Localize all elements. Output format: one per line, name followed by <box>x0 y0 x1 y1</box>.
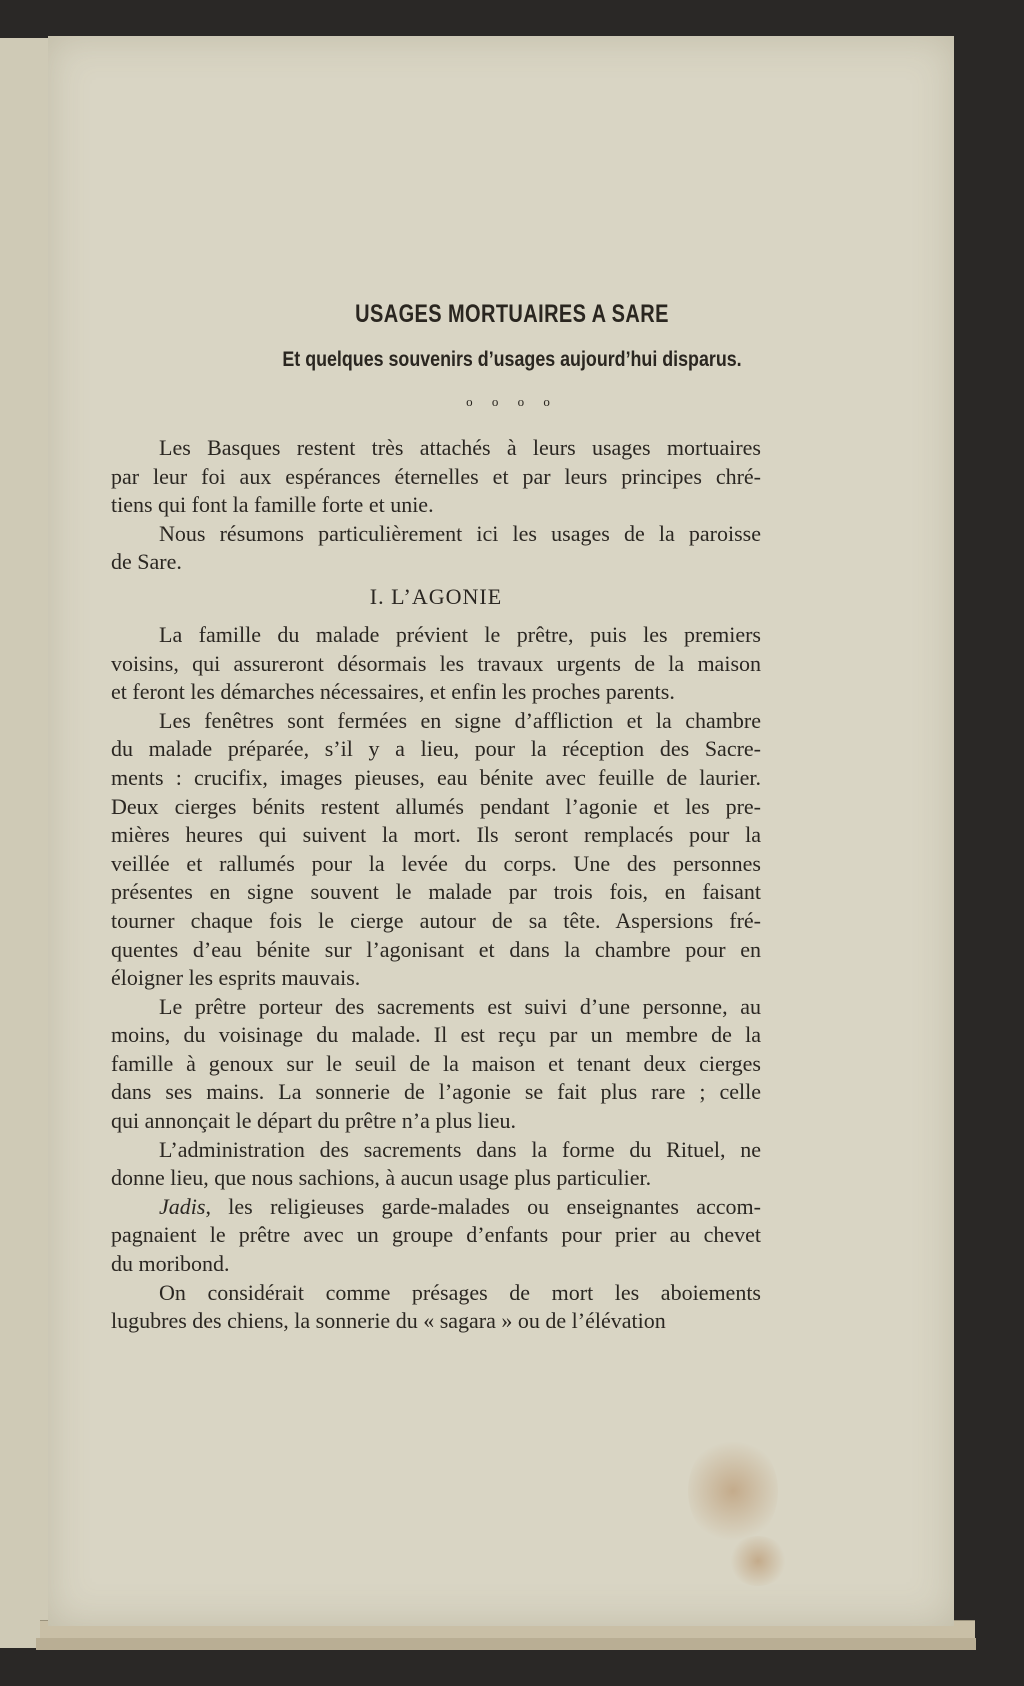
paragraph <box>111 1193 761 1279</box>
page-stack-edge-lower <box>36 1638 976 1650</box>
separator-ornament: o o o o <box>466 394 558 409</box>
facing-page-edge <box>0 38 50 1648</box>
text-line: mières heures qui suivent la mort. Ils seront remplacés pour la <box>111 822 761 848</box>
text-line: On considérait comme présages de mort les aboiements <box>159 1279 761 1305</box>
text-line: quentes d’eau bénite sur l’agonisant et dans la chambre pour en <box>111 936 761 962</box>
text-line: éloigner les esprits mauvais. <box>111 965 361 991</box>
text-line: ments : crucifix, images pieuses, eau bénite avec feuille de laurier. <box>111 764 761 790</box>
document-body <box>111 434 761 1336</box>
text-line: Nous résumons particulièrement ici les usages de la paroisse <box>159 520 761 546</box>
text-line: tourner chaque fois le cierge autour de sa tête. Aspersions fré- <box>111 907 761 933</box>
text-line: La famille du malade prévient le prêtre, puis les premiers <box>159 621 761 647</box>
paragraph <box>111 993 761 1136</box>
text-line: présentes en signe souvent le malade par trois fois, en faisant <box>111 879 761 905</box>
text-line: du moribond. <box>111 1251 230 1277</box>
document-title: USAGES MORTUAIRES A SARE <box>355 300 669 328</box>
text-line: tiens qui font la famille forte et unie. <box>111 492 434 518</box>
text-line: du malade préparée, s’il y a lieu, pour la réception des Sacre- <box>111 736 761 762</box>
section-body <box>111 621 761 1336</box>
paragraph <box>111 434 761 520</box>
text-line: par leur foi aux espérances éternelles et par leurs principes chré- <box>111 463 761 489</box>
document-subtitle: Et quelques souvenirs d’usages aujourd’hui disparus. <box>282 348 742 371</box>
text-line: Les fenêtres sont fermées en signe d’affliction et la chambre <box>159 707 761 733</box>
text-line: L’administration des sacrements dans la forme du Rituel, ne <box>159 1136 761 1162</box>
text-line: dans ses mains. La sonnerie de l’agonie se fait plus rare ; celle <box>111 1079 761 1105</box>
text-line: Jadis, les religieuses garde-malades ou enseignantes accom- <box>159 1193 761 1219</box>
paragraph <box>111 621 761 707</box>
paragraph <box>111 1136 761 1193</box>
text-line: Les Basques restent très attachés à leurs usages mortuaires <box>159 435 761 460</box>
intro-section <box>111 434 761 577</box>
emphasis: Jadis <box>159 1193 206 1219</box>
text-line: donne lieu, que nous sachions, à aucun usage plus particulier. <box>111 1165 652 1191</box>
paragraph <box>111 707 761 993</box>
text-line: moins, du voisinage du malade. Il est reçu par un membre de la <box>111 1022 761 1048</box>
text-line: pagnaient le prêtre avec un groupe d’enfants pour prier au chevet <box>111 1222 761 1248</box>
text-line: Deux cierges bénits restent allumés pendant l’agonie et les pre- <box>111 793 761 819</box>
paper-stain <box>688 1436 778 1546</box>
text-line: famille à genoux sur le seuil de la maison et tenant deux cierges <box>111 1050 761 1076</box>
paragraph <box>111 520 761 577</box>
text-line: et feront les démarches nécessaires, et enfin les proches parents. <box>111 679 675 705</box>
paper-stain <box>728 1536 788 1586</box>
text-line: voisins, qui assureront désormais les travaux urgents de la maison <box>111 650 761 676</box>
text-line: de Sare. <box>111 549 182 575</box>
section-heading: I. L’AGONIE <box>369 583 503 609</box>
text-line: veillée et rallumés pour la levée du corps. Une des personnes <box>111 850 761 876</box>
text-line: qui annonçait le départ du prêtre n’a plus lieu. <box>111 1108 517 1134</box>
paragraph <box>111 1279 761 1336</box>
text-line: Le prêtre porteur des sacrements est suivi d’une personne, au <box>159 993 761 1019</box>
text-line: lugubres des chiens, la sonnerie du « sagara » ou de l’élévation <box>111 1308 666 1334</box>
